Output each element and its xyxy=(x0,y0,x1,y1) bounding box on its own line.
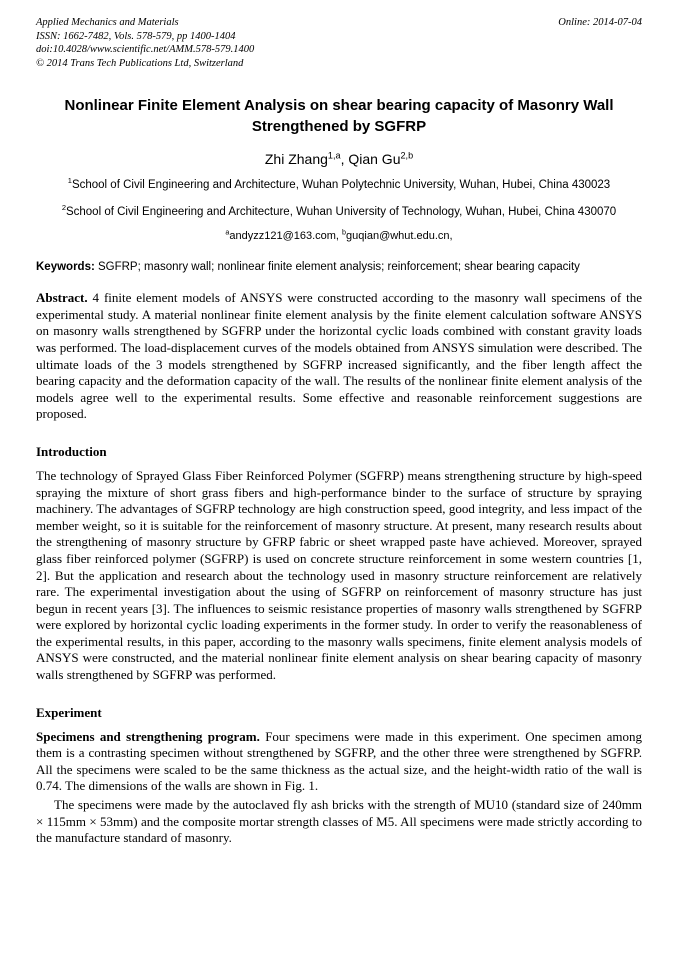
authors-line xyxy=(36,151,642,167)
author-name-2: Qian Gu xyxy=(348,151,401,168)
journal-name: Applied Mechanics and Materials xyxy=(36,17,179,28)
author-name-1: Zhi Zhang xyxy=(264,151,328,168)
journal-copyright-line: © 2014 Trans Tech Publications Ltd, Switzerland xyxy=(36,57,244,69)
journal-header-left xyxy=(36,16,254,71)
paper-title: Nonlinear Finite Element Analysis on shear bearing capacity of Masonry Wall Strengthened by SGFRP xyxy=(64,96,614,136)
email-address-b: guqian@whut.edu.cn, xyxy=(346,230,453,243)
email-address-a: andyzz121@163.com, xyxy=(229,230,343,243)
abstract-paragraph xyxy=(36,290,642,423)
author-separator: , xyxy=(340,151,349,168)
affiliation-1 xyxy=(36,178,642,194)
section-heading-experiment: Experiment xyxy=(36,704,102,720)
abstract-label: Abstract. xyxy=(36,290,88,306)
journal-doi-line: doi:10.4028/www.scientific.net/AMM.578-579.1400 xyxy=(36,44,255,56)
affiliation-2 xyxy=(36,202,642,221)
email-superscript-b: b xyxy=(342,228,347,237)
experiment-paragraph-1-label: Specimens and strengthening program. xyxy=(36,728,260,744)
keywords-text: SGFRP; masonry wall; nonlinear finite element analysis; reinforcement; shear bearing capacity xyxy=(94,261,580,274)
affiliation-superscript-1: 1 xyxy=(67,176,72,186)
section-heading-introduction: Introduction xyxy=(36,443,107,459)
experiment-paragraph-1-text: Four specimens were made in this experiment. One specimen among them is a contrasting specimen without strengthened by SGFRP, and the other three were strengthened by SGFRP. All the specimens were scaled to be the same thickness as the actual size, and the height-width ratio of the wall is 0.74. The dimensions of the walls are shown in Fig. 1. xyxy=(36,728,642,794)
affiliation-text-2: School of Civil Engineering and Architecture, Wuhan University of Technology, Wuhan, Hubei, China 430070 xyxy=(65,205,617,218)
experiment-paragraph-1 xyxy=(36,729,642,795)
introduction-paragraph: The technology of Sprayed Glass Fiber Reinforced Polymer (SGFRP) means strengthening structure by high-speed spraying the mixture of short grass fibers and high-performance binder to the surface of structure by spraying machinery. The advantages of SGFRP technology are high construction speed, good integrity, and less impact of the member weight, so it is suitable for the reinforcement of masonry structure. At present, many research results about the strengthening of masonry structure by GFRP fabric or sheet wrapped paste have achieved. Moreover, sprayed glass fiber reinforced polymer (SGFRP) is used on concrete structure reinforcement in some western countries [1, 2]. But the application and research about the technology used in masonry structure reinforcement are relatively rare. The experimental investigation about the using of SGFRP on reinforcement of masonry structure has just begun in recent years [3]. The influences to seismic resistance properties of masonry walls strengthened by SGFRP were explored by horizontal cyclic loading experiments in the former study. In order to verify the reasonableness of the experimental results, in this paper, according to the masonry walls specimens, finite element analysis models of ANSYS were constructed, and the material nonlinear finite element analysis on shear bearing capacity of masonry walls strengthened by SGFRP was performed. xyxy=(36,467,642,683)
online-date: Online: 2014-07-04 xyxy=(558,17,642,28)
abstract-text: 4 finite element models of ANSYS were constructed according to the masonry wall specimens of the experimental study. A material nonlinear finite element analysis by the finite element calculation software ANSYS on masonry walls strengthened by SGFRP under the horizontal cyclic loads combined with constant gravity loads was performed. The load-displacement curves of the models obtained from ANSYS simulation were described. The ultimate loads of the 3 models strengthened by SGFRP increased significantly, and the fiber length affect the bearing capacity and the deformation capacity of the wall. The results of the nonlinear finite element analysis of the models agree well to the experimental results. Some effective and reasonable reinforcement suggestions are proposed. xyxy=(36,290,642,422)
author-superscript-1: 1,a xyxy=(327,150,341,161)
experiment-paragraph-2: The specimens were made by the autoclaved fly ash bricks with the strength of MU10 (standard size of 240mm × 115mm × 53mm) and the composite mortar strength classes of M5. All specimens were made strictly according to the manufacture standard of masonry. xyxy=(36,797,642,846)
email-superscript-a: a xyxy=(225,228,230,237)
emails-line xyxy=(36,230,642,242)
author-superscript-2: 2,b xyxy=(400,150,414,161)
affiliation-text-1: School of Civil Engineering and Architecture, Wuhan Polytechnic University, Wuhan, Hubei, China 430023 xyxy=(71,179,611,192)
keywords-label: Keywords: xyxy=(36,261,95,274)
keywords-block xyxy=(36,259,642,275)
affiliation-superscript-2: 2 xyxy=(61,202,66,212)
journal-issn-line: ISSN: 1662-7482, Vols. 578-579, pp 1400-1404 xyxy=(36,30,236,42)
journal-header xyxy=(36,16,642,71)
